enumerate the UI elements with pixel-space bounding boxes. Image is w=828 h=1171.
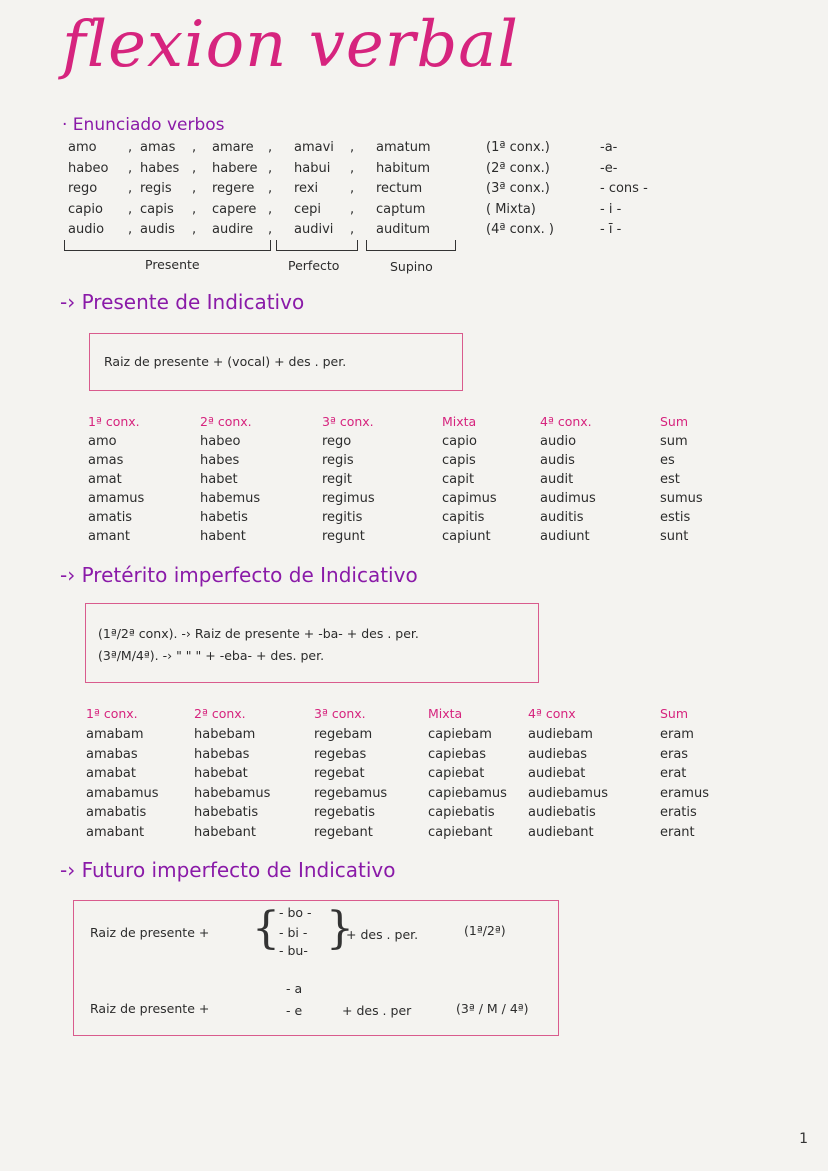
comma-separator: , [268,160,273,176]
comma-separator: , [192,201,197,217]
imperfecto-formula-1: (1ª/2ª conx). -› Raiz de presente + -ba- + des . per. [98,626,419,641]
conjugation-cell: audiebat [528,766,586,781]
enunciado-cell: ( Mixta) [486,201,536,217]
conjugation-cell: amabant [86,824,145,840]
comma-separator: , [128,160,133,176]
conjugation-cell: est [660,472,680,487]
conjugation-cell: eram [660,727,694,742]
enunciado-cell: (1ª conx.) [486,140,550,155]
comma-separator: , [192,181,197,196]
futuro-line2-note: (3ª / M / 4ª) [456,1001,529,1016]
enunciado-cell: habui [294,160,331,176]
conjugation-cell: regimus [322,491,375,506]
conjugation-cell: capit [442,472,475,487]
comma-separator: , [350,222,355,237]
enunciado-cell: - ī - [600,222,622,237]
conjugation-cell: erat [660,766,687,781]
column-header: 3ª conx. [322,414,374,429]
conjugation-cell: regebam [314,727,373,742]
enunciado-cell: (2ª conx.) [486,160,550,176]
enunciado-cell: rego [68,181,98,196]
conjugation-cell: habemus [200,491,261,506]
enunciado-cell: habes [140,160,180,176]
conjugation-cell: amabas [86,746,138,762]
conjugation-cell: audio [540,434,577,449]
conjugation-cell: amant [88,529,130,544]
conjugation-cell: habebam [194,727,256,742]
conjugation-cell: habebas [194,746,250,762]
conjugation-cell: regit [322,472,353,487]
presente-label: Presente [145,257,200,272]
conjugation-cell: habes [200,453,240,468]
futuro-ending-bi: - bi - [279,925,308,940]
enunciado-cell: - i - [600,201,622,217]
conjugation-cell: regitis [322,510,363,525]
conjugation-cell: capiebant [428,824,493,840]
column-header: 2ª conx. [200,414,252,429]
enunciado-heading: · Enunciado verbos [62,115,225,135]
enunciado-cell: rexi [294,181,319,196]
column-header: 4ª conx [528,706,576,721]
conjugation-cell: sunt [660,529,689,544]
comma-separator: , [128,222,133,237]
conjugation-cell: audiebam [528,727,593,742]
perfecto-label: Perfecto [288,258,340,273]
conjugation-cell: audit [540,472,574,487]
conjugation-cell: auditis [540,510,584,525]
column-header: 1ª conx. [88,414,140,429]
enunciado-cell: habere [212,160,258,176]
enunciado-cell: capere [212,201,257,217]
enunciado-cell: (4ª conx. ) [486,222,554,237]
enunciado-cell: habeo [68,160,109,176]
column-header: Sum [660,706,689,721]
conjugation-cell: capimus [442,491,497,506]
comma-separator: , [192,160,197,176]
conjugation-cell: regis [322,453,354,468]
enunciado-cell: regis [140,181,172,196]
conjugation-cell: audiebant [528,824,594,840]
futuro-formula-box [73,900,559,1036]
conjugation-cell: regebatis [314,805,376,820]
conjugation-cell: regebat [314,766,365,781]
conjugation-cell: capiebas [428,746,486,762]
comma-separator: , [350,140,355,155]
conjugation-cell: regunt [322,529,365,544]
comma-separator: , [268,181,273,196]
futuro-line2-end: + des . per [342,1003,412,1018]
conjugation-cell: regebamus [314,785,388,801]
enunciado-cell: rectum [376,181,423,196]
conjugation-cell: audis [540,453,575,468]
presente-bracket [64,240,271,251]
conjugation-cell: amat [88,472,122,487]
conjugation-cell: audiebamus [528,785,608,801]
supino-bracket [366,240,456,251]
conjugation-cell: capiebat [428,766,485,781]
page-number: 1 [799,1131,808,1147]
futuro-ending-bu: - bu- [279,943,308,958]
imperfecto-heading: -› Pretérito imperfecto de Indicativo [60,563,418,587]
conjugation-cell: capiebatis [428,805,495,820]
column-header: 2ª conx. [194,706,246,721]
enunciado-cell: -e- [600,160,618,176]
close-brace: } [326,903,354,954]
futuro-line1-note: (1ª/2ª) [464,923,506,938]
futuro-line1-start: Raiz de presente + [90,925,210,940]
conjugation-cell: capiunt [442,529,491,544]
page-title: flexion verbal [62,8,519,82]
conjugation-cell: amamus [88,491,145,506]
conjugation-cell: audiebatis [528,805,596,820]
futuro-line2-start: Raiz de presente + [90,1001,210,1016]
conjugation-cell: habebamus [194,785,271,801]
imperfecto-formula-box [85,603,539,683]
enunciado-cell: - cons - [600,181,648,196]
conjugation-cell: amabatis [86,805,147,820]
comma-separator: , [128,181,133,196]
conjugation-cell: rego [322,434,352,449]
perfecto-bracket [276,240,358,251]
comma-separator: , [192,222,197,237]
conjugation-cell: regebas [314,746,367,762]
conjugation-cell: eratis [660,805,697,820]
presente-formula: Raiz de presente + (vocal) + des . per. [104,354,347,369]
enunciado-cell: amatum [376,140,431,155]
enunciado-cell: audis [140,222,175,237]
conjugation-cell: amabat [86,766,136,781]
imperfecto-formula-2: (3ª/M/4ª). -› " " " + -eba- + des. per. [98,648,325,663]
conjugation-cell: capiebam [428,727,492,742]
conjugation-cell: audimus [540,491,596,506]
conjugation-cell: habebatis [194,805,259,820]
conjugation-cell: audiebas [528,746,588,762]
comma-separator: , [350,201,355,217]
conjugation-cell: habeo [200,434,241,449]
conjugation-cell: erant [660,824,695,840]
enunciado-cell: -a- [600,140,618,155]
enunciado-cell: regere [212,181,255,196]
futuro-ending-bo: - bo - [279,905,312,920]
comma-separator: , [128,140,133,155]
enunciado-cell: amo [68,140,97,155]
conjugation-cell: regebant [314,824,373,840]
enunciado-cell: habitum [376,160,431,176]
conjugation-cell: habebant [194,824,257,840]
conjugation-cell: es [660,453,675,468]
conjugation-cell: eramus [660,785,709,801]
conjugation-cell: amatis [88,510,133,525]
conjugation-cell: sum [660,434,688,449]
column-header: Mixta [428,706,463,721]
column-header: Mixta [442,414,477,429]
column-header: 4ª conx. [540,414,592,429]
enunciado-cell: capio [68,201,103,217]
comma-separator: , [350,181,355,196]
column-header: 1ª conx. [86,706,138,721]
futuro-ending-a: - a [286,981,303,996]
enunciado-cell: (3ª conx.) [486,181,550,196]
conjugation-cell: capis [442,453,476,468]
conjugation-cell: habebat [194,766,248,781]
conjugation-cell: habetis [200,510,248,525]
enunciado-cell: cepi [294,201,322,217]
supino-label: Supino [390,259,433,274]
comma-separator: , [268,222,273,237]
enunciado-cell: audire [212,222,254,237]
column-header: Sum [660,414,689,429]
conjugation-cell: amabamus [86,785,159,801]
conjugation-cell: audiunt [540,529,590,544]
conjugation-cell: capitis [442,510,485,525]
futuro-ending-e: - e [286,1003,303,1018]
conjugation-cell: capio [442,434,477,449]
conjugation-cell: sumus [660,491,703,506]
comma-separator: , [192,140,197,155]
conjugation-cell: habet [200,472,238,487]
enunciado-cell: auditum [376,222,431,237]
comma-separator: , [128,201,133,217]
comma-separator: , [268,140,273,155]
enunciado-cell: audio [68,222,105,237]
conjugation-cell: habent [200,529,246,544]
conjugation-cell: amo [88,434,117,449]
conjugation-cell: eras [660,746,689,762]
open-brace: { [252,903,280,954]
enunciado-cell: amavi [294,140,334,155]
enunciado-cell: capis [140,201,174,217]
column-header: 3ª conx. [314,706,366,721]
presente-heading: -› Presente de Indicativo [60,290,305,314]
enunciado-cell: audivi [294,222,334,237]
comma-separator: , [350,160,355,176]
futuro-line1-end: + des . per. [346,927,419,942]
conjugation-cell: estis [660,510,691,525]
conjugation-cell: capiebamus [428,785,507,801]
comma-separator: , [268,201,273,217]
futuro-heading: -› Futuro imperfecto de Indicativo [60,858,396,882]
enunciado-cell: amas [140,140,176,155]
conjugation-cell: amabam [86,727,144,742]
presente-formula-box [89,333,463,391]
conjugation-cell: amas [88,453,124,468]
enunciado-cell: captum [376,201,426,217]
enunciado-cell: amare [212,140,254,155]
